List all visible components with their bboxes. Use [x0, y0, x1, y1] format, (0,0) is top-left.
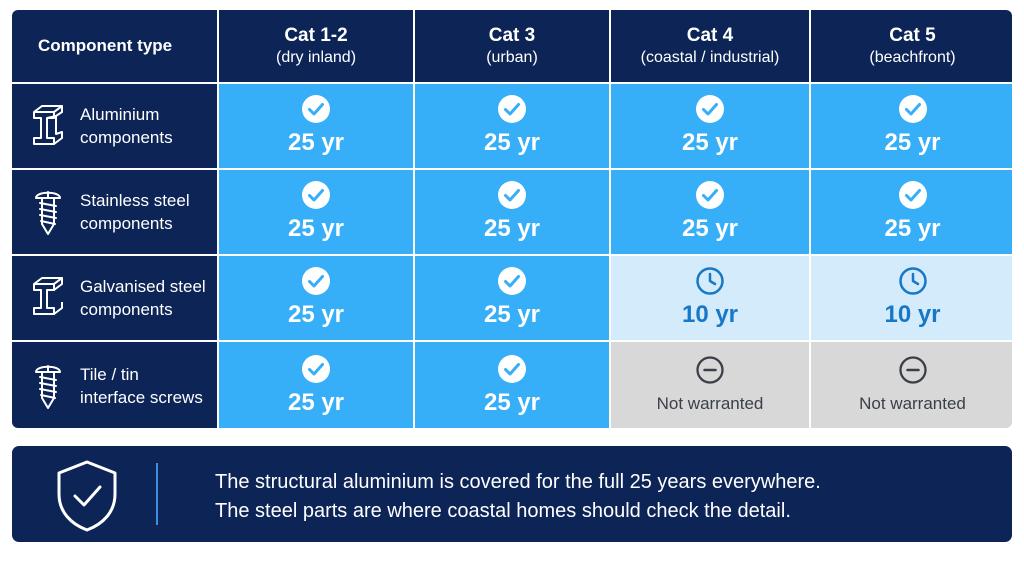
- minus-circle-icon: [695, 355, 725, 385]
- warranty-cell-cat-1-2: [219, 342, 413, 428]
- warranty-value: 25 yr: [287, 389, 345, 416]
- row-label: Galvanised steel components: [80, 277, 206, 319]
- warranty-cell-cat-3: [415, 342, 609, 428]
- header-label: Cat 3: [488, 24, 536, 46]
- row-label: Stainless steel components: [80, 191, 190, 233]
- clock-icon: [898, 266, 928, 296]
- header-cat-1-2: [219, 10, 413, 82]
- warranty-value: Not warranted: [859, 394, 966, 413]
- warranty-value: 25 yr: [884, 215, 941, 242]
- minus-circle-icon: [898, 355, 928, 385]
- callout-line-1: The structural aluminium is covered for the full 25 years everywhere.: [215, 471, 821, 493]
- clock-icon: [695, 266, 725, 296]
- row-header: [12, 342, 217, 428]
- header-sublabel: (beachfront): [869, 48, 956, 66]
- warranty-cell-cat-5: [811, 170, 1012, 254]
- check-circle-icon: [695, 180, 725, 210]
- warranty-value: 10 yr: [884, 301, 941, 328]
- check-circle-icon: [497, 180, 527, 210]
- row-header: [12, 84, 217, 168]
- check-circle-icon: [497, 266, 527, 296]
- header-label: Cat 4: [686, 24, 734, 46]
- screw-icon: [28, 186, 68, 238]
- check-circle-icon: [898, 94, 928, 124]
- header-cat-3: [415, 10, 609, 82]
- check-circle-icon: [695, 94, 725, 124]
- warranty-cell-cat-4: [611, 342, 809, 428]
- warranty-cell-cat-5: [811, 84, 1012, 168]
- warranty-value: 25 yr: [287, 129, 345, 156]
- warranty-value: 25 yr: [884, 129, 941, 156]
- warranty-value: Not warranted: [656, 394, 764, 413]
- warranty-value: 25 yr: [681, 129, 739, 156]
- warranty-cell-cat-5: [811, 256, 1012, 340]
- warranty-value: 25 yr: [287, 215, 345, 242]
- warranty-value: 25 yr: [681, 215, 739, 242]
- warranty-cell-cat-4: [611, 84, 809, 168]
- warranty-value: 25 yr: [483, 389, 541, 416]
- check-circle-icon: [898, 180, 928, 210]
- warranty-cell-cat-3: [415, 84, 609, 168]
- callout-line-2: The steel parts are where coastal homes should check the detail.: [215, 500, 791, 522]
- warranty-value: 25 yr: [483, 215, 541, 242]
- check-circle-icon: [497, 94, 527, 124]
- row-label: Tile / tin interface screws: [80, 365, 203, 407]
- i-beam-icon: [28, 272, 68, 324]
- row-header: [12, 170, 217, 254]
- header-component-type: Component type: [12, 10, 217, 82]
- warranty-cell-cat-1-2: [219, 170, 413, 254]
- header-label: Cat 1-2: [284, 24, 348, 46]
- row-header: [12, 256, 217, 340]
- row-label: Aluminium components: [80, 105, 173, 147]
- warranty-cell-cat-1-2: [219, 256, 413, 340]
- summary-callout: [12, 446, 1012, 542]
- warranty-table: [12, 10, 1012, 428]
- warranty-value: 10 yr: [681, 301, 739, 328]
- warranty-value: 25 yr: [483, 301, 541, 328]
- warranty-value: 25 yr: [287, 301, 345, 328]
- header-label: Cat 5: [889, 24, 936, 46]
- warranty-cell-cat-5: [811, 342, 1012, 428]
- check-circle-icon: [301, 94, 331, 124]
- header-cat-5: [811, 10, 1012, 82]
- shield-check-icon: [52, 458, 122, 534]
- check-circle-icon: [301, 180, 331, 210]
- warranty-cell-cat-4: [611, 170, 809, 254]
- header-sublabel: (urban): [486, 48, 538, 66]
- warranty-cell-cat-3: [415, 256, 609, 340]
- check-circle-icon: [301, 354, 331, 384]
- check-circle-icon: [497, 354, 527, 384]
- screw-icon: [28, 360, 68, 412]
- warranty-cell-cat-4: [611, 256, 809, 340]
- warranty-cell-cat-1-2: [219, 84, 413, 168]
- aluminium-beam-icon: [28, 100, 68, 152]
- header-sublabel: (coastal / industrial): [640, 48, 780, 66]
- header-sublabel: (dry inland): [275, 48, 357, 66]
- callout-message: [215, 468, 821, 526]
- check-circle-icon: [301, 266, 331, 296]
- warranty-cell-cat-3: [415, 170, 609, 254]
- callout-divider: [156, 463, 158, 525]
- header-cat-4: [611, 10, 809, 82]
- warranty-value: 25 yr: [483, 129, 541, 156]
